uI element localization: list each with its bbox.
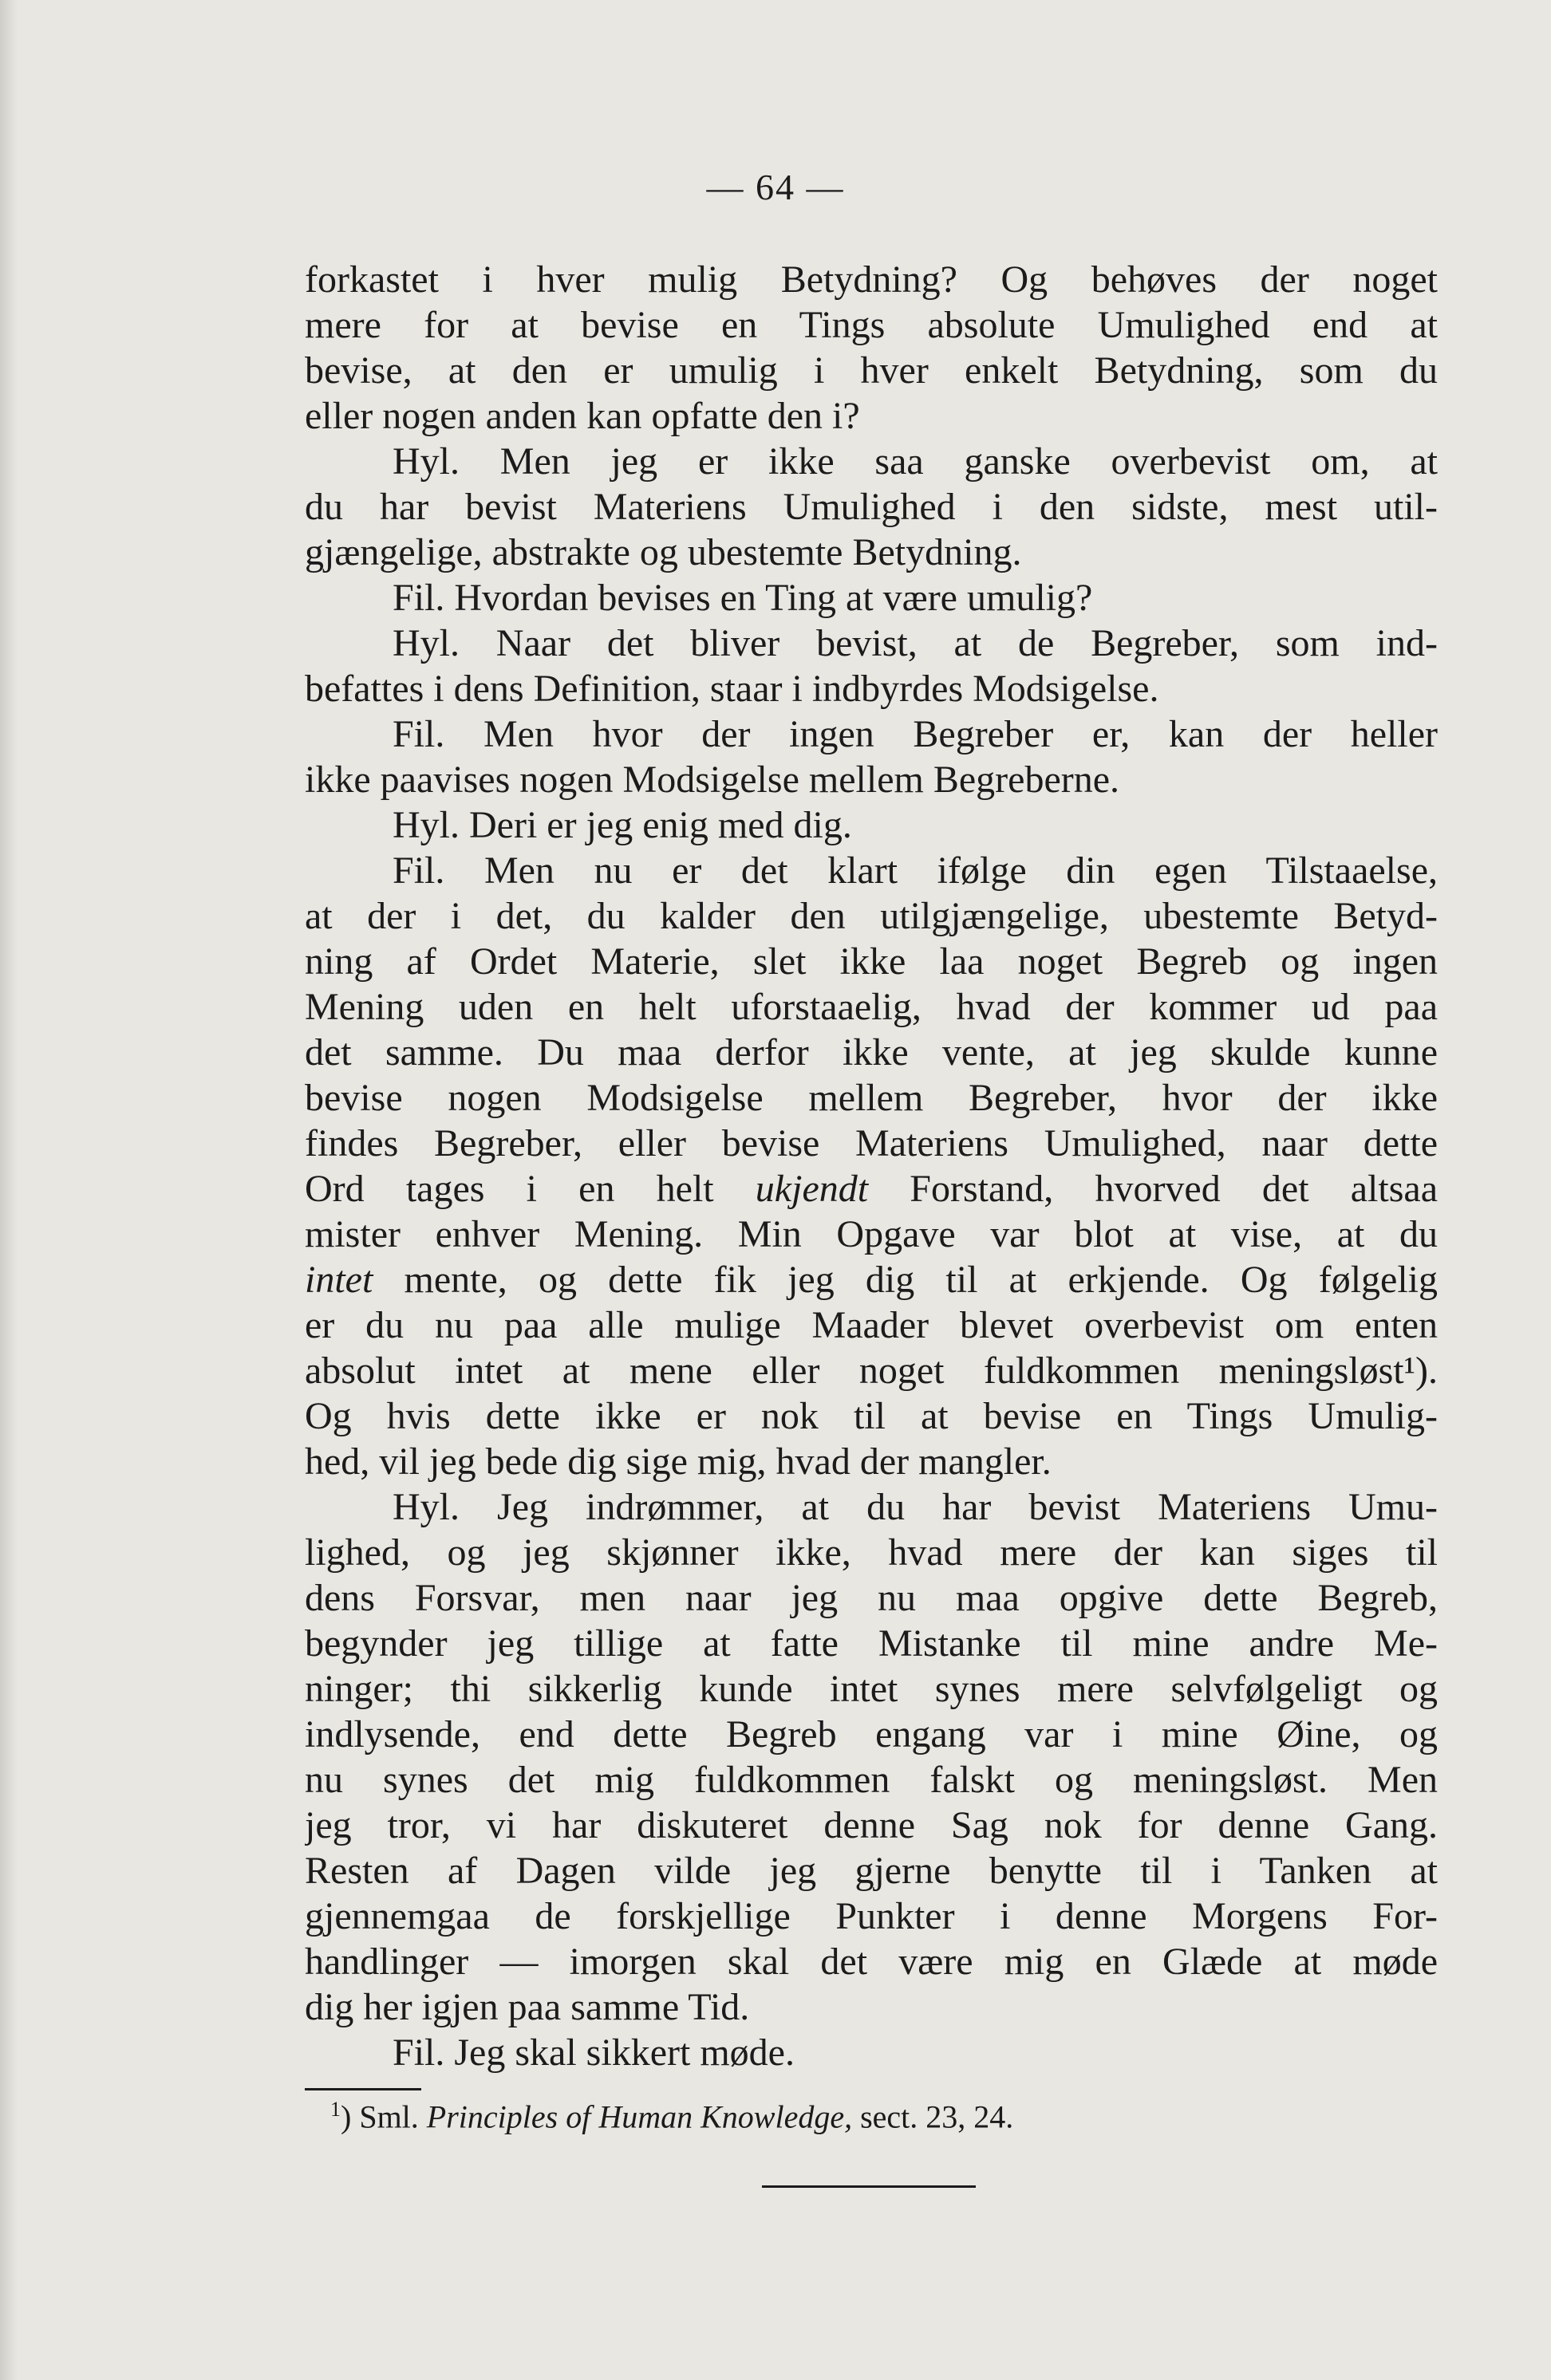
text-line: Ord tages i en helt ukjendt Forstand, hvorved det altsaa — [305, 1168, 1438, 1210]
text-line: eller nogen anden kan opfatte den i? — [305, 395, 860, 437]
text-line: Hyl. Deri er jeg enig med dig. — [393, 804, 852, 846]
text-line: Hyl. Naar det bliver bevist, at de Begreber, som ind- — [393, 622, 1438, 664]
text-line: handlinger — imorgen skal det være mig en Glæde at møde — [305, 1941, 1438, 1983]
text-line: findes Begreber, eller bevise Materiens Umulighed, naar dette — [305, 1122, 1438, 1164]
text-line: gjennemgaa de forskjellige Punkter i denne Morgens For- — [305, 1895, 1438, 1937]
text-line: bevise, at den er umulig i hver enkelt Betydning, som du — [305, 349, 1438, 392]
text-line: det samme. Du maa derfor ikke vente, at jeg skulde kunne — [305, 1031, 1438, 1074]
text-line: mister enhver Mening. Min Opgave var blot at vise, at du — [305, 1213, 1438, 1255]
text-line: Og hvis dette ikke er nok til at bevise en Tings Umulig- — [305, 1395, 1438, 1437]
text-line: Fil. Men hvor der ingen Begreber er, kan der heller — [393, 713, 1438, 755]
text-line: begynder jeg tillige at fatte Mistanke til mine andre Me- — [305, 1622, 1438, 1665]
end-rule — [762, 2185, 976, 2188]
page-number: — 64 — — [706, 167, 845, 207]
footnote-rule — [305, 2088, 421, 2090]
text-line: Hyl. Men jeg er ikke saa ganske overbevist om, at — [393, 440, 1438, 483]
text-line: Fil. Men nu er det klart ifølge din egen Tilstaaelse, — [393, 849, 1438, 892]
footnote-title: Principles of Human Knowledge, — [426, 2098, 853, 2135]
text-line: befattes i dens Definition, staar i indbyrdes Modsigelse. — [305, 668, 1159, 710]
text-line: Mening uden en helt uforstaaelig, hvad der kommer ud paa — [305, 986, 1438, 1028]
text-line: lighed, og jeg skjønner ikke, hvad mere der kan siges til — [305, 1531, 1438, 1574]
text-line: ninger; thi sikkerlig kunde intet synes mere selvfølgeligt og — [305, 1668, 1438, 1710]
text-line: du har bevist Materiens Umulighed i den sidste, mest util- — [305, 486, 1438, 528]
text-line: bevise nogen Modsigelse mellem Begreber, hvor der ikke — [305, 1077, 1438, 1119]
footnote-prefix: ) Sml. — [341, 2098, 427, 2135]
body-text — [305, 257, 1438, 2075]
footnote-suffix: sect. 23, 24. — [852, 2098, 1014, 2135]
text-line: jeg tror, vi har diskuteret denne Sag nok for denne Gang. — [305, 1804, 1438, 1846]
text-line: Hyl. Jeg indrømmer, at du har bevist Materiens Umu- — [393, 1486, 1438, 1528]
text-line: gjængelige, abstrakte og ubestemte Betydning. — [305, 531, 1022, 573]
text-line: ikke paavises nogen Modsigelse mellem Begreberne. — [305, 759, 1120, 801]
text-line: dig her igjen paa samme Tid. — [305, 1986, 750, 2028]
footnote-marker: 1 — [330, 2098, 341, 2121]
footnote — [330, 2098, 1013, 2135]
text-line: intet mente, og dette fik jeg dig til at erkjende. Og følgelig — [305, 1259, 1438, 1301]
text-line: dens Forsvar, men naar jeg nu maa opgive dette Begreb, — [305, 1577, 1438, 1619]
text-line: at der i det, du kalder den utilgjængelige, ubestemte Betyd- — [305, 895, 1438, 937]
text-line: Fil. Jeg skal sikkert møde. — [393, 2031, 795, 2074]
text-line: Fil. Hvordan bevises en Ting at være umulig? — [393, 577, 1093, 619]
text-line: indlysende, end dette Begreb engang var i mine Øine, og — [305, 1713, 1438, 1755]
text-line: absolut intet at mene eller noget fuldkommen meningsløst¹). — [305, 1350, 1438, 1392]
text-line: mere for at bevise en Tings absolute Umulighed end at — [305, 304, 1438, 346]
text-line: Resten af Dagen vilde jeg gjerne benytte til i Tanken at — [305, 1850, 1438, 1892]
text-line: hed, vil jeg bede dig sige mig, hvad der mangler. — [305, 1440, 1052, 1483]
text-line: forkastet i hver mulig Betydning? Og behøves der noget — [305, 258, 1438, 301]
text-line: ning af Ordet Materie, slet ikke laa noget Begreb og ingen — [305, 940, 1438, 983]
text-line: nu synes det mig fuldkommen falskt og meningsløst. Men — [305, 1759, 1438, 1801]
text-line: er du nu paa alle mulige Maader blevet overbevist om enten — [305, 1304, 1438, 1346]
